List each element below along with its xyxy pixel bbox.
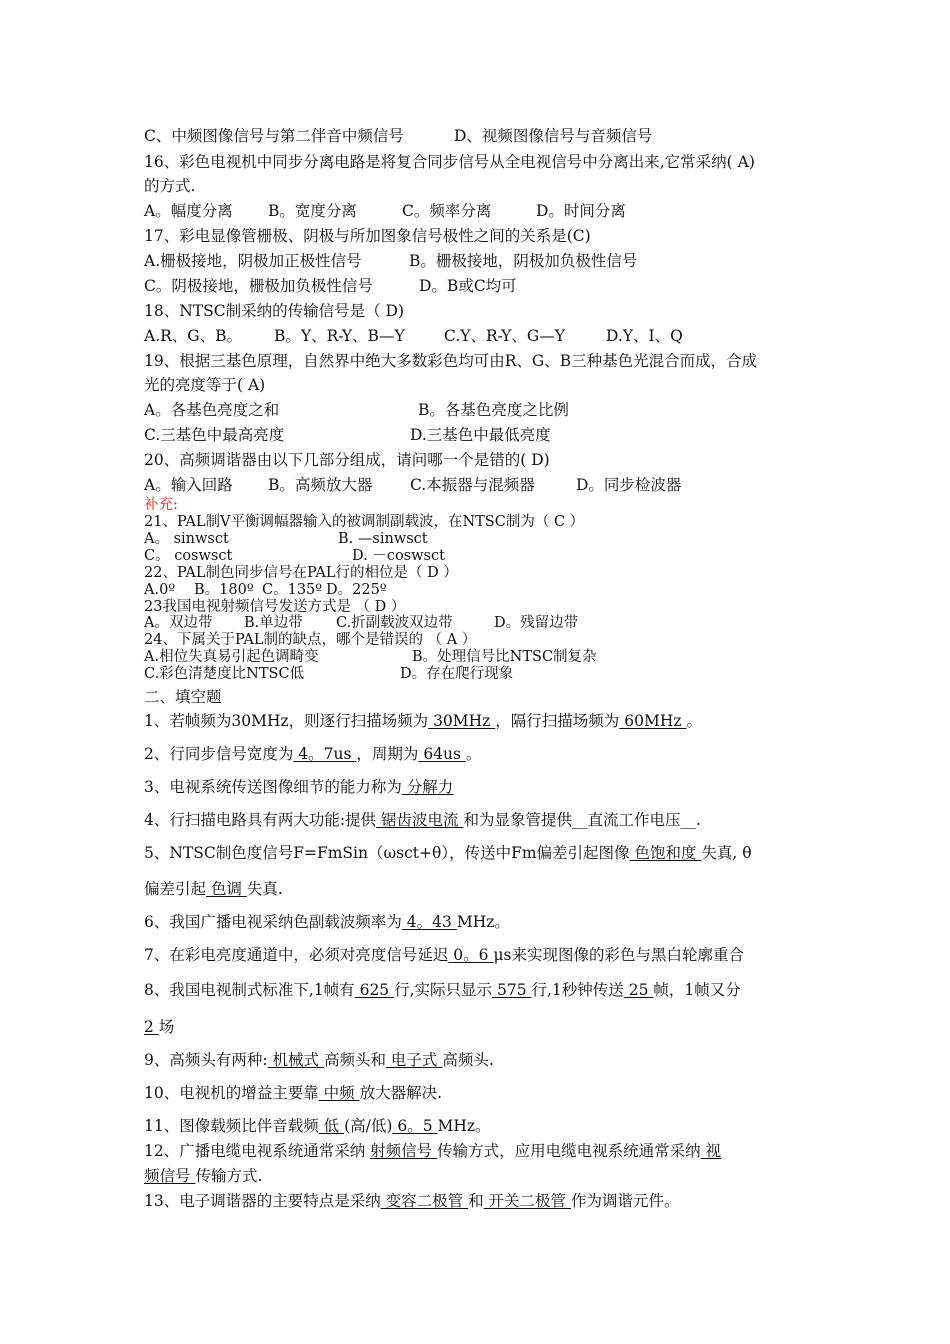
supplement-question-line [144, 582, 387, 599]
question-line [144, 400, 569, 420]
fill-in-line [144, 711, 702, 731]
text-segment: 13、电子调谐器的主要特点是采纳 [144, 1192, 381, 1210]
fill-in-line [144, 1141, 721, 1161]
question-line [144, 450, 550, 470]
text-segment: A.R、G、B。 [144, 327, 243, 345]
answer-blank: 射频信号 [370, 1142, 438, 1160]
text-segment: 失真. [246, 880, 283, 898]
text-segment: MHz。 [456, 913, 510, 931]
text-segment: 12、广播电缆电视系统通常采纳 [144, 1142, 371, 1160]
section-title-fill-in: 二、填空题 [144, 688, 222, 706]
supplement-question-line [144, 666, 513, 683]
text-segment: ，隔行扫描场频为 [495, 712, 620, 730]
text-segment: 22、PAL制色同步信号在PAL行的相位是（ D ） [144, 565, 458, 581]
answer-blank: 4。43 [401, 913, 457, 931]
question-line [144, 251, 637, 271]
answer-blank: 频信号 [144, 1167, 196, 1185]
answer-blank: 机械式 [267, 1051, 324, 1069]
answer-blank: 6。5 [392, 1117, 438, 1135]
text-segment: B。Y、R-Y、B—Y [274, 327, 405, 345]
question-line [144, 176, 195, 196]
text-segment: 放大器解决. [359, 1084, 443, 1102]
supplement-question-line [144, 632, 476, 649]
answer-blank: 575 [492, 981, 532, 999]
supplement-question-line [144, 599, 405, 616]
text-segment: . [695, 811, 701, 829]
supplement-question-line [144, 548, 445, 565]
text-segment: 16、彩色电视机中同步分离电路是将复合同步信号从全电视信号中分离出来,它常采纳( A) [144, 153, 755, 171]
text-segment: B。栅极接地，阴极加负极性信号 [409, 252, 638, 270]
text-segment: 8、我国电视制式标准下,1帧有 [144, 981, 355, 999]
fill-in-line [144, 1191, 679, 1211]
text-segment: 1、若帧频为30MHz，则逐行扫描场频为 [144, 712, 429, 730]
text-segment: 3、电视系统传送图像细节的能力称为 [144, 778, 402, 796]
text-segment: 的方式. [144, 177, 196, 195]
text-segment: B.单边带 [244, 615, 303, 631]
text-segment: 7、在彩电亮度通道中，必须对亮度信号延迟 [144, 946, 449, 964]
answer-blank: 低 [318, 1117, 345, 1135]
text-segment: B。高频放大器 [268, 476, 373, 494]
supplement-question-line [144, 531, 428, 548]
answer-blank: 4。7us [293, 745, 357, 763]
text-segment: C.Y、R-Y、G—Y [444, 327, 566, 345]
fill-in-line [144, 744, 481, 764]
text-segment: A。输入回路 [144, 476, 233, 494]
text-segment: 行,实际只显示 [394, 981, 493, 999]
text-segment: B。处理信号比NTSC制复杂 [412, 649, 597, 665]
text-segment: 高频头和 [323, 1051, 386, 1069]
text-segment: A。幅度分离 [144, 202, 233, 220]
text-segment: 。 [465, 745, 482, 763]
text-segment: 11、图像载频比伴音载频 [144, 1117, 319, 1135]
text-segment: 行,1秒钟传送 [531, 981, 624, 999]
question-line [144, 301, 404, 321]
text-segment: A。各基色亮度之和 [144, 401, 280, 419]
question-line [144, 226, 591, 246]
text-segment: B. —sinwsct [338, 531, 428, 547]
question-line [144, 276, 517, 296]
text-segment: 高频头. [442, 1051, 494, 1069]
text-segment: 和为显象管提供 [463, 811, 572, 829]
answer-blank: 视 [700, 1142, 722, 1160]
text-segment: C。 coswsct [144, 548, 233, 564]
fill-in-line [144, 980, 741, 1000]
text-segment: C。135º [262, 582, 323, 598]
fill-in-line [144, 879, 283, 899]
text-segment: D。时间分离 [536, 202, 626, 220]
text-segment: D。225º [326, 582, 387, 598]
fill-in-line [144, 1017, 174, 1037]
text-segment: C.本振器与混频器 [410, 476, 535, 494]
answer-blank: 色调 [206, 880, 247, 898]
text-segment: 4、行扫描电路具有两大功能:提供 [144, 811, 377, 829]
question-line [144, 425, 551, 445]
text-segment: 17、彩电显像管栅极、阴极与所加图象信号极性之间的关系是(C) [144, 227, 591, 245]
text-segment: A。双边带 [144, 615, 213, 631]
answer-blank: 电子式 [385, 1051, 443, 1069]
answer-blank: 2 [144, 1018, 159, 1036]
answer-blank: 64us [418, 745, 466, 763]
answer-blank: 60MHz [619, 712, 687, 730]
text-segment: C、中频图像信号与第二伴音中频信号 [144, 127, 404, 145]
fill-in-line [144, 1116, 491, 1136]
text-segment: __直流工作电压__ [571, 811, 696, 829]
text-segment: 18、NTSC制采纳的传输信号是（ D) [144, 302, 405, 320]
text-segment: D. －coswsct [352, 548, 445, 564]
question-line [144, 351, 757, 371]
answer-blank: 开关二极管 [483, 1192, 571, 1210]
supplement-question-line [144, 565, 458, 582]
answer-blank: 25 [623, 981, 654, 999]
text-segment: (高/低) [344, 1117, 393, 1135]
question-line [144, 326, 683, 346]
text-segment: 9、高频头有两种: [144, 1051, 268, 1069]
question-line [144, 152, 755, 172]
text-segment: D。残留边带 [494, 615, 579, 631]
text-segment: B。180º [194, 582, 254, 598]
text-segment: C。阴极接地，栅极加负极性信号 [144, 277, 373, 295]
text-segment: 传输方式. [195, 1167, 263, 1185]
text-segment: 帧，1帧又分 [653, 981, 741, 999]
text-segment: B。宽度分离 [268, 202, 357, 220]
text-segment: B。各基色亮度之比例 [418, 401, 569, 419]
text-segment: 20、高频调谐器由以下几部分组成，请问哪一个是错的( D) [144, 451, 550, 469]
text-segment: 2、行同步信号宽度为 [144, 745, 294, 763]
text-segment: 10、电视机的增益主要靠 [144, 1084, 319, 1102]
text-segment: 24、下属关于PAL制的缺点，哪个是错误的 （ A ） [144, 632, 477, 648]
text-segment: C.折副载波双边带 [336, 615, 453, 631]
text-segment: C。频率分离 [402, 202, 492, 220]
text-segment: D.三基色中最低亮度 [410, 426, 551, 444]
text-segment: 作为调谐元件。 [570, 1192, 680, 1210]
question-line [144, 126, 652, 146]
text-segment: D。同步检波器 [576, 476, 682, 494]
text-segment: ，周期为 [356, 745, 419, 763]
fill-in-line [144, 777, 453, 797]
supplement-label: 补充: [144, 497, 178, 513]
fill-in-line [144, 1166, 262, 1186]
supplement-question-line [144, 649, 597, 666]
text-segment: μs来实现图像的彩色与黑白轮廓重合 [493, 946, 744, 964]
text-segment: D。B或C均可 [419, 277, 517, 295]
answer-blank: 0。6 [448, 946, 494, 964]
text-segment: 偏差引起 [144, 880, 207, 898]
text-segment: 和 [468, 1192, 484, 1210]
question-line [144, 475, 681, 495]
question-line [144, 375, 265, 395]
answer-blank: 变容二极管 [380, 1192, 469, 1210]
fill-in-line [144, 1050, 494, 1070]
question-line [144, 201, 626, 221]
text-segment: 失真, θ [701, 844, 752, 862]
text-segment: D.Y、I、Q [606, 327, 683, 345]
fill-in-line [144, 843, 752, 863]
fill-in-line [144, 1083, 442, 1103]
text-segment: A.0º [144, 582, 176, 598]
answer-blank: 中频 [318, 1084, 360, 1102]
text-segment: 场 [158, 1018, 175, 1036]
text-segment: MHz。 [437, 1117, 491, 1135]
answer-blank: 分解力 [401, 778, 454, 796]
fill-in-line [144, 912, 510, 932]
fill-in-line [144, 810, 701, 830]
text-segment: A.相位失真易引起色调畸变 [144, 649, 319, 665]
answer-blank: 30MHz [428, 712, 496, 730]
text-segment: 。 [686, 712, 702, 730]
supplement-question-line [144, 514, 584, 531]
text-segment: D、视频图像信号与音频信号 [454, 127, 653, 145]
text-segment: C.三基色中最高亮度 [144, 426, 285, 444]
text-segment: D。存在爬行现象 [400, 666, 514, 682]
answer-blank: 色饱和度 [629, 844, 702, 862]
answer-blank: 锯齿波电流 [376, 811, 464, 829]
text-segment: 6、我国广播电视采纳色副载波频率为 [144, 913, 402, 931]
text-segment: 光的亮度等于( A) [144, 376, 266, 394]
text-segment: 5、NTSC制色度信号F=FmSin（ωsct+θ），传送中Fm偏差引起图像 [144, 844, 630, 862]
text-segment: C.彩色清楚度比NTSC低 [144, 666, 305, 682]
text-segment: 传输方式，应用电缆电视系统通常采纳 [437, 1142, 701, 1160]
text-segment: 19、根据三基色原理，自然界中绝大多数彩色均可由R、G、B三种基色光混合而成，合成 [144, 352, 758, 370]
text-segment: A。 sinwsct [144, 531, 229, 547]
text-segment: 21、PAL制V平衡调幅器输入的被调制副载波，在NTSC制为（ C ） [144, 514, 585, 530]
answer-blank: 625 [354, 981, 395, 999]
fill-in-line [144, 945, 744, 965]
text-segment: 23我国电视射频信号发送方式是 （ D ） [144, 599, 406, 615]
supplement-question-line [144, 615, 578, 632]
text-segment: A.栅极接地，阴极加正极性信号 [144, 252, 362, 270]
